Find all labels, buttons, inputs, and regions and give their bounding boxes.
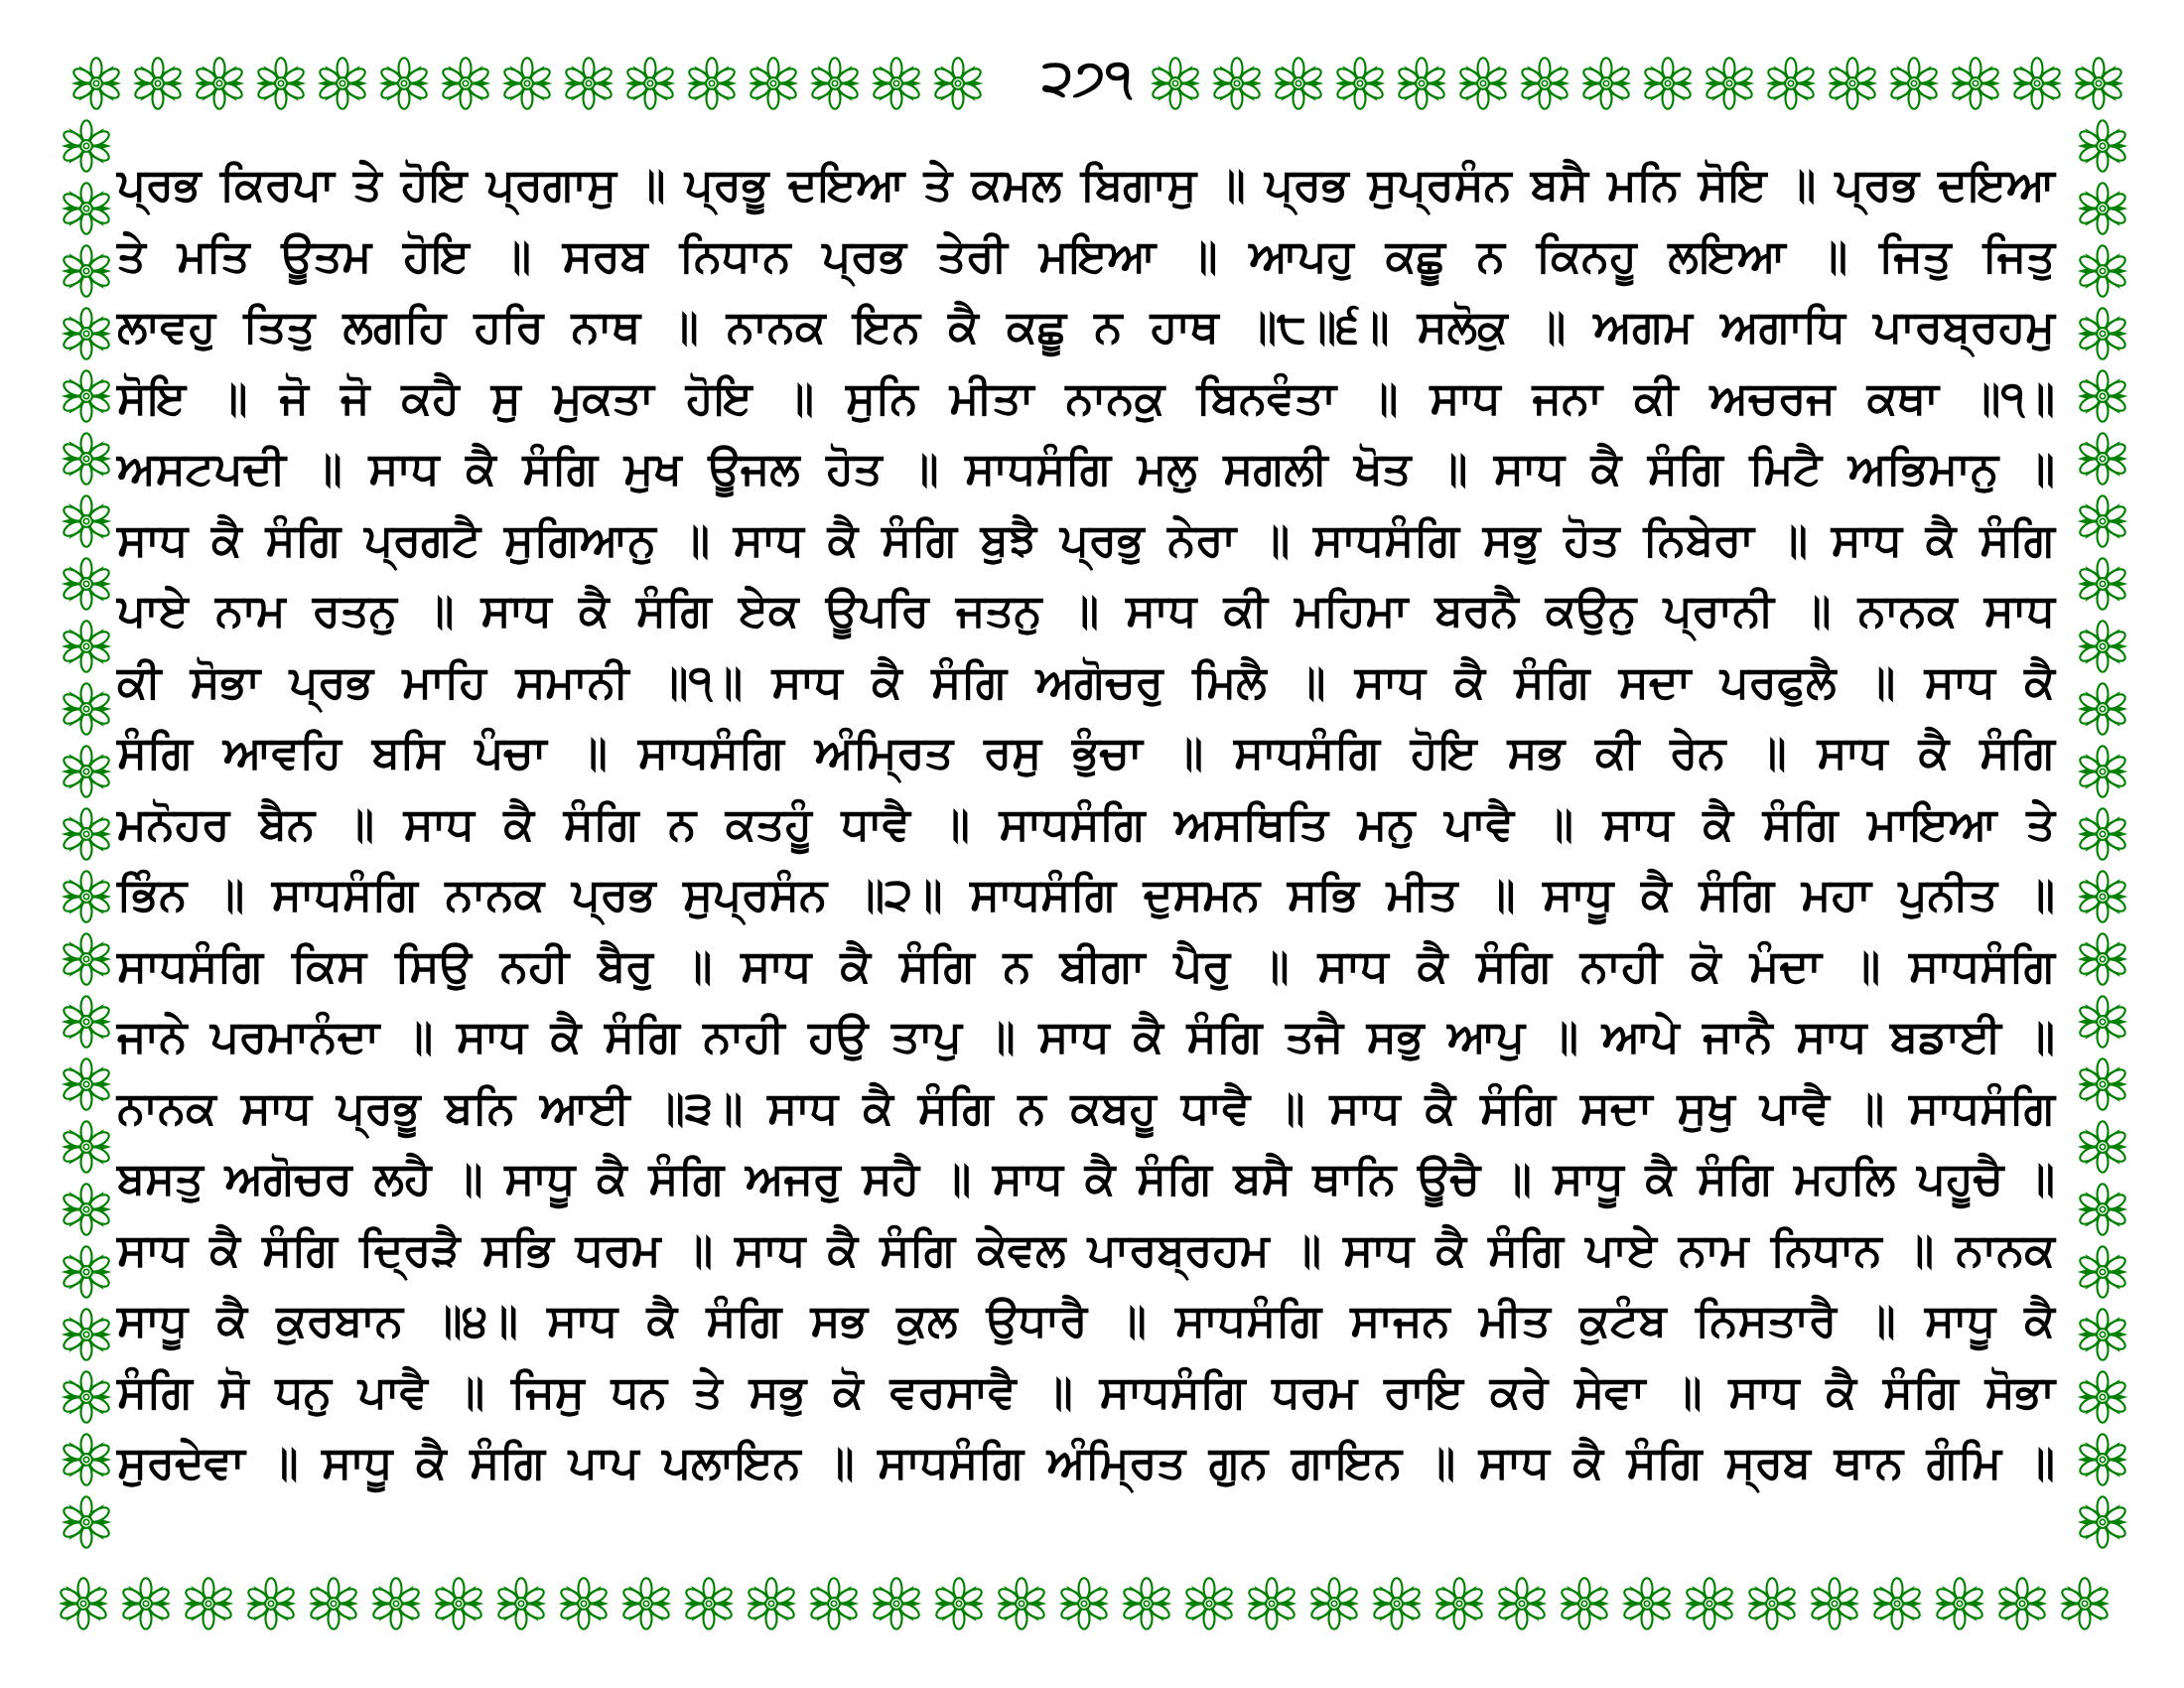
flower-icon [1245,1577,1298,1630]
flower-icon [2076,1495,2129,1549]
flower-icon [2076,369,2129,423]
flower-icon [60,1245,113,1299]
flower-icon [500,57,554,110]
flower-icon [193,57,246,110]
text-line: ਮਨੋਹਰ ਬੈਨ ॥ ਸਾਧ ਕੈ ਸੰਗਿ ਨ ਕਤਹੂੰ ਧਾਵੈ ॥ ਸਾਧਸੰਗਿ ਅਸਥਿਤਿ ਮਨੁ ਪਾਵੈ ॥ ਸਾਧ ਕੈ ਸੰਗਿ ਮਾਇਆ ਤੇ [117,796,2055,850]
flower-icon [1456,57,1510,110]
flower-icon [2076,807,2129,861]
text-line: ਸੁਰਦੇਵਾ ॥ ਸਾਧੂ ਕੈ ਸੰਗਿ ਪਾਪ ਪਲਾਇਨ ॥ ਸਾਧਸੰਗਿ ਅੰਮ੍ਰਿਤ ਗੁਨ ਗਾਇਨ ॥ ਸਾਧ ਕੈ ਸੰਗਿ ਸ੍ਰਬ ਥਾਨ ਗੰਮਿ ॥ [117,1436,2055,1488]
flower-icon [60,432,113,486]
flower-icon [1395,57,1448,110]
flower-icon [1703,57,1756,110]
flower-icon [60,494,113,548]
flower-icon [2076,494,2129,548]
flower-icon [808,57,862,110]
text-line: ਕੀ ਸੋਭਾ ਪ੍ਰਭ ਮਾਹਿ ਸਮਾਨੀ ॥੧॥ ਸਾਧ ਕੈ ਸੰਗਿ ਅਗੋਚਰੁ ਮਿਲੈ ॥ ਸਾਧ ਕੈ ਸੰਗਿ ਸਦਾ ਪਰਫੁਲੈ ॥ ਸਾਧ ਕੈ [117,654,2055,708]
flower-icon [254,57,308,110]
flower-icon [119,1577,173,1630]
flower-icon [1272,57,1325,110]
flower-icon [60,1120,113,1174]
text-line: ਸਾਧੂ ਕੈ ਕੁਰਬਾਨ ॥੪॥ ਸਾਧ ਕੈ ਸੰਗਿ ਸਭ ਕੁਲ ਉਧਾਰੈ ॥ ਸਾਧਸੰਗਿ ਸਾਜਨ ਮੀਤ ਕੁਟੰਬ ਨਿਸਤਾਰੈ ॥ ਸਾਧੂ ਕੈ [117,1294,2055,1346]
flower-icon [60,1433,113,1486]
flower-icon [2076,1433,2129,1486]
flower-icon [931,57,985,110]
text-line: ਭਿੰਨ ॥ ਸਾਧਸੰਗਿ ਨਾਨਕ ਪ੍ਰਭ ਸੁਪ੍ਰਸੰਨ ॥੨॥ ਸਾਧਸੰਗਿ ਦੁਸਮਨ ਸਭਿ ਮੀਤ ॥ ਸਾਧੂ ਕੈ ਸੰਗਿ ਮਹਾ ਪੁਨੀਤ ॥ [117,868,2055,920]
flower-icon [60,1183,113,1236]
flower-icon [1745,1577,1799,1630]
flower-icon [2076,244,2129,298]
text-line: ਤੇ ਮਤਿ ਊਤਮ ਹੋਇ ॥ ਸਰਬ ਨਿਧਾਨ ਪ੍ਰਭ ਤੇਰੀ ਮਇਆ ॥ ਆਪਹੁ ਕਛੂ ਨ ਕਿਨਹੂ ਲਇਆ ॥ ਜਿਤੁ ਜਿਤੁ [117,228,2055,282]
text-line: ਲਾਵਹੁ ਤਿਤੁ ਲਗਹਿ ਹਰਿ ਨਾਥ ॥ ਨਾਨਕ ਇਨ ਕੈ ਕਛੂ ਨ ਹਾਥ ॥੮॥੬॥ ਸਲੋਕੁ ॥ ਅਗਮ ਅਗਾਧਿ ਪਾਰਬ੍ਰਹਮੁ [117,300,2055,352]
flower-icon [870,1577,923,1630]
flower-icon [60,244,113,298]
text-line: ਪ੍ਰਭ ਕਿਰਪਾ ਤੇ ਹੋਇ ਪ੍ਰਗਾਸੁ ॥ ਪ੍ਰਭੂ ਦਇਆ ਤੇ ਕਮਲ ਬਿਗਾਸੁ ॥ ਪ੍ਰਭ ਸੁਪ੍ਰਸੰਨ ਬਸੈ ਮਨਿ ਸੋਇ ॥ ਪ੍ਰਭ ਦਇਆ [117,158,2055,211]
flower-icon [439,57,492,110]
text-line: ਸੰਗਿ ਸੋ ਧਨੁ ਪਾਵੈ ॥ ਜਿਸੁ ਧਨ ਤੇ ਸਭੁ ਕੋ ਵਰਸਾਵੈ ॥ ਸਾਧਸੰਗਿ ਧਰਮ ਰਾਇ ਕਰੇ ਸੇਵਾ ॥ ਸਾਧ ਕੈ ਸੰਗਿ ਸੋਭਾ [117,1364,2055,1418]
flower-icon [1826,57,1879,110]
flower-icon [2076,1370,2129,1424]
flower-icon [1307,1577,1361,1630]
flower-icon [182,1577,235,1630]
flower-icon [60,745,113,798]
flower-icon [432,1577,485,1630]
flower-icon [316,57,369,110]
flower-icon [1558,1577,1611,1630]
flower-icon [745,1577,798,1630]
flower-icon [60,307,113,360]
flower-icon [244,1577,298,1630]
flower-icon [2076,620,2129,673]
text-line: ਪਾਏ ਨਾਮ ਰਤਨੁ ॥ ਸਾਧ ਕੈ ਸੰਗਿ ਏਕ ਊਪਰਿ ਜਤਨੁ ॥ ਸਾਧ ਕੀ ਮਹਿਮਾ ਬਰਨੈ ਕਉਨੁ ਪ੍ਰਾਨੀ ॥ ਨਾਨਕ ਸਾਧ [117,584,2055,636]
flower-icon [2076,995,2129,1049]
flower-icon [1120,1577,1173,1630]
scripture-text [117,149,2055,1498]
flower-icon [60,369,113,423]
flower-icon [60,557,113,611]
flower-icon [2072,57,2125,110]
flower-icon [60,182,113,235]
text-line: ਨਾਨਕ ਸਾਧ ਪ੍ਰਭੂ ਬਨਿ ਆਈ ॥੩॥ ਸਾਧ ਕੈ ਸੰਗਿ ਨ ਕਬਹੂ ਧਾਵੈ ॥ ਸਾਧ ਕੈ ਸੰਗਿ ਸਦਾ ਸੁਖੁ ਪਾਵੈ ॥ ਸਾਧਸੰਗਿ [117,1080,2055,1134]
flower-icon [870,57,923,110]
flower-icon [1870,1577,1924,1630]
flower-icon [1764,57,1818,110]
flower-icon [1182,1577,1236,1630]
flower-icon [2076,182,2129,235]
flower-icon [557,1577,611,1630]
flower-icon [2076,682,2129,736]
flower-icon [1808,1577,1861,1630]
flower-icon [60,1370,113,1424]
flower-icon [1210,57,1264,110]
flower-icon [2076,432,2129,486]
flower-icon [685,57,739,110]
flower-icon [377,57,431,110]
flower-icon [60,119,113,173]
flower-icon [1995,1577,2049,1630]
text-line: ਅਸਟਪਦੀ ॥ ਸਾਧ ਕੈ ਸੰਗਿ ਮੁਖ ਊਜਲ ਹੋਤ ॥ ਸਾਧਸੰਗਿ ਮਲੁ ਸਗਲੀ ਖੋਤ ॥ ਸਾਧ ਕੈ ਸੰਗਿ ਮਿਟੈ ਅਭਿਮਾਨੁ ॥ [117,442,2055,494]
flower-icon [60,932,113,986]
flower-icon [60,870,113,923]
flower-icon [307,1577,360,1630]
flower-icon [369,1577,423,1630]
text-line: ਬਸਤੁ ਅਗੋਚਰ ਲਹੈ ॥ ਸਾਧੂ ਕੈ ਸੰਗਿ ਅਜਰੁ ਸਹੈ ॥ ਸਾਧ ਕੈ ਸੰਗਿ ਬਸੈ ਥਾਨਿ ਊਚੈ ॥ ਸਾਧੂ ਕੈ ਸੰਗਿ ਮਹਲਿ ਪਹੂਚੈ ॥ [117,1152,2055,1204]
flower-icon [932,1577,986,1630]
flower-icon [1333,57,1387,110]
flower-icon [2076,870,2129,923]
flower-icon [60,1495,113,1549]
flower-icon [60,1308,113,1361]
flower-icon [2076,745,2129,798]
text-line: ਜਾਨੇ ਪਰਮਾਨੰਦਾ ॥ ਸਾਧ ਕੈ ਸੰਗਿ ਨਾਹੀ ਹਉ ਤਾਪੁ ॥ ਸਾਧ ਕੈ ਸੰਗਿ ਤਜੈ ਸਭੁ ਆਪੁ ॥ ਆਪੇ ਜਾਨੈ ਸਾਧ ਬਡਾਈ ॥ [117,1010,2055,1062]
flower-icon [1620,1577,1674,1630]
text-line: ਸਾਧ ਕੈ ਸੰਗਿ ਪ੍ਰਗਟੈ ਸੁਗਿਆਨੁ ॥ ਸਾਧ ਕੈ ਸੰਗਿ ਬੁਝੈ ਪ੍ਰਭੁ ਨੇਰਾ ॥ ਸਾਧਸੰਗਿ ਸਭੁ ਹੋਤ ਨਿਬੇਰਾ ॥ ਸਾਧ ਕੈ ਸੰਗਿ [117,512,2055,566]
flower-icon [2076,1120,2129,1174]
flower-icon [1933,1577,1986,1630]
flower-icon [2076,119,2129,173]
flower-icon [623,57,677,110]
flower-icon [2010,57,2064,110]
flower-icon [1057,1577,1111,1630]
flower-icon [1887,57,1941,110]
flower-icon [1949,57,2002,110]
flower-icon [2076,307,2129,360]
flower-icon [69,57,123,110]
flower-icon [1433,1577,1486,1630]
flower-icon [807,1577,861,1630]
flower-icon [1518,57,1571,110]
text-line: ਸੋਇ ॥ ਜੋ ਜੋ ਕਹੈ ਸੁ ਮੁਕਤਾ ਹੋਇ ॥ ਸੁਨਿ ਮੀਤਾ ਨਾਨਕੁ ਬਿਨਵੰਤਾ ॥ ਸਾਧ ਜਨਾ ਕੀ ਅਚਰਜ ਕਥਾ ॥੧॥ [117,370,2055,424]
text-line: ਸਾਧਸੰਗਿ ਕਿਸ ਸਿਉ ਨਹੀ ਬੈਰੁ ॥ ਸਾਧ ਕੈ ਸੰਗਿ ਨ ਬੀਗਾ ਪੈਰੁ ॥ ਸਾਧ ਕੈ ਸੰਗਿ ਨਾਹੀ ਕੋ ਮੰਦਾ ॥ ਸਾਧਸੰਗਿ [117,938,2055,992]
flower-icon [60,620,113,673]
flower-icon [562,57,615,110]
flower-icon [1579,57,1633,110]
page-number: ੨੭੧ [1041,49,1133,106]
flower-icon [60,807,113,861]
text-line: ਸਾਧ ਕੈ ਸੰਗਿ ਦ੍ਰਿੜੈ ਸਭਿ ਧਰਮ ॥ ਸਾਧ ਕੈ ਸੰਗਿ ਕੇਵਲ ਪਾਰਬ੍ਰਹਮ ॥ ਸਾਧ ਕੈ ਸੰਗਿ ਪਾਏ ਨਾਮ ਨਿਧਾਨ ॥ ਨਾਨਕ [117,1222,2055,1276]
flower-icon [1641,57,1695,110]
flower-icon [2076,557,2129,611]
flower-icon [2076,1183,2129,1236]
flower-icon [1370,1577,1424,1630]
flower-icon [2058,1577,2112,1630]
flower-icon [1683,1577,1736,1630]
flower-icon [494,1577,548,1630]
flower-icon [60,1057,113,1111]
text-line: ਸੰਗਿ ਆਵਹਿ ਬਸਿ ਪੰਚਾ ॥ ਸਾਧਸੰਗਿ ਅੰਮ੍ਰਿਤ ਰਸੁ ਭੁੰਚਾ ॥ ਸਾਧਸੰਗਿ ਹੋਇ ਸਭ ਕੀ ਰੇਨ ॥ ਸਾਧ ਕੈ ਸੰਗਿ [117,726,2055,778]
flower-icon [2076,1057,2129,1111]
flower-icon [60,682,113,736]
flower-icon [2076,1308,2129,1361]
flower-icon [57,1577,110,1630]
flower-icon [2076,1245,2129,1299]
flower-icon [747,57,800,110]
flower-icon [619,1577,673,1630]
flower-icon [682,1577,736,1630]
flower-icon [60,995,113,1049]
flower-icon [131,57,185,110]
flower-icon [995,1577,1048,1630]
flower-icon [2076,932,2129,986]
flower-icon [1495,1577,1549,1630]
